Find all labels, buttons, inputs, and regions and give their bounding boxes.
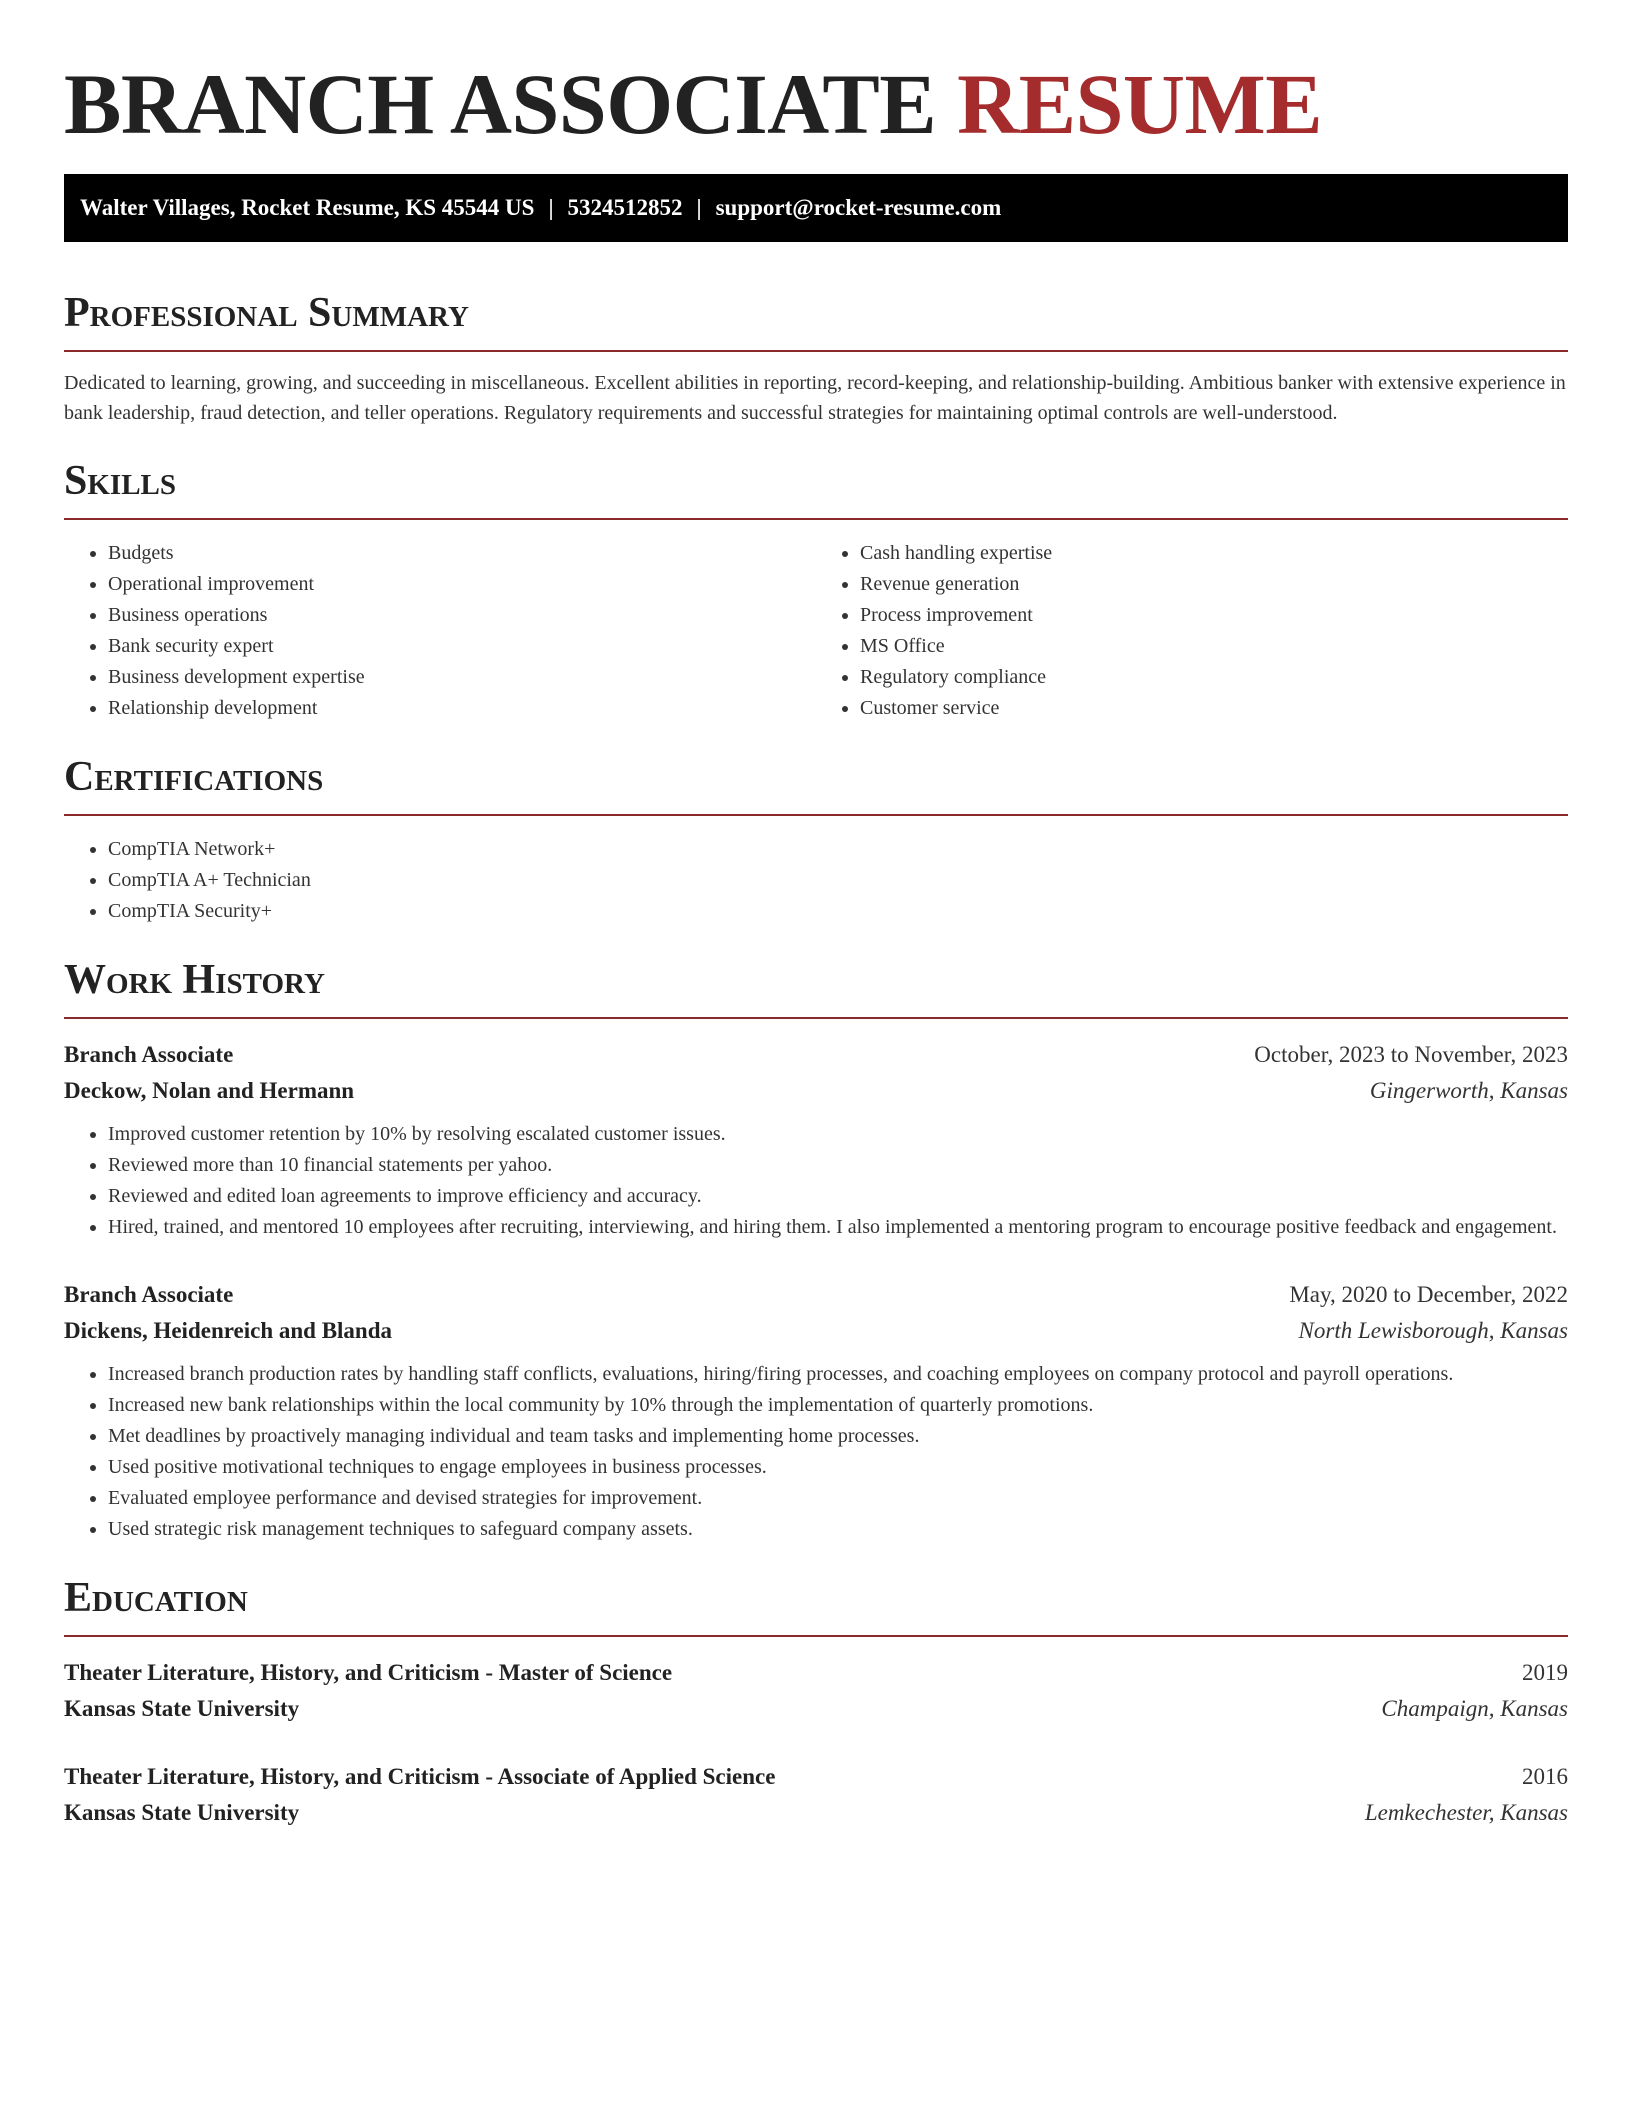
certifications-heading: Certifications bbox=[64, 754, 324, 800]
skill-item: • Business development expertise bbox=[108, 662, 816, 693]
job-title: Branch Associate bbox=[64, 1282, 234, 1307]
job-bullet: • Used positive motivational techniques to engage employees in business processes. bbox=[108, 1452, 1568, 1483]
skills-grid bbox=[64, 520, 1568, 724]
skill-item: • Relationship development bbox=[108, 693, 816, 724]
skill-item: • Bank security expert bbox=[108, 631, 816, 662]
skill-item: • Revenue generation bbox=[860, 569, 1568, 600]
job-bullet: • Met deadlines by proactively managing individual and team tasks and implementing home processes. bbox=[108, 1421, 1568, 1452]
skill-item: • MS Office bbox=[860, 631, 1568, 662]
contact-address: Walter Villages, Rocket Resume, KS 45544 US bbox=[80, 195, 535, 220]
education-year: 2016 bbox=[1522, 1764, 1568, 1789]
job-bullets bbox=[64, 1119, 1568, 1243]
job-company: Deckow, Nolan and Hermann bbox=[64, 1078, 355, 1103]
job-title: Branch Associate bbox=[64, 1042, 234, 1067]
skills-section bbox=[64, 456, 1568, 724]
job-subheader bbox=[64, 1073, 1568, 1109]
section-divider bbox=[64, 350, 1568, 352]
title-main: BRANCH ASSOCIATE bbox=[64, 56, 937, 152]
job-location: North Lewisborough, Kansas bbox=[1298, 1318, 1568, 1343]
job-header bbox=[64, 1037, 1568, 1073]
education-header bbox=[64, 1655, 1568, 1691]
education-subheader bbox=[64, 1691, 1568, 1727]
contact-phone: 5324512852 bbox=[567, 195, 683, 220]
title-accent: RESUME bbox=[957, 56, 1323, 152]
section-divider bbox=[64, 1017, 1568, 1019]
job-dates: May, 2020 to December, 2022 bbox=[1289, 1282, 1568, 1307]
education-location: Champaign, Kansas bbox=[1381, 1696, 1568, 1721]
job-bullet: • Increased branch production rates by handling staff conflicts, evaluations, hiring/firing processes, and coaching employees on company protocol and payroll operations. bbox=[108, 1359, 1568, 1390]
job-subheader bbox=[64, 1313, 1568, 1349]
work-history-heading: Work History bbox=[64, 957, 325, 1003]
education-header bbox=[64, 1759, 1568, 1795]
job-location: Gingerworth, Kansas bbox=[1369, 1078, 1568, 1103]
skills-list-right bbox=[816, 538, 1568, 724]
education-entry bbox=[64, 1759, 1568, 1831]
education-location: Lemkechester, Kansas bbox=[1364, 1800, 1568, 1825]
work-history-section bbox=[64, 955, 1568, 1545]
contact-separator: | bbox=[548, 195, 554, 220]
certifications-section bbox=[64, 752, 1568, 927]
job-bullet: • Reviewed more than 10 financial statements per yahoo. bbox=[108, 1150, 1568, 1181]
contact-bar bbox=[64, 174, 1568, 242]
certification-item: • CompTIA A+ Technician bbox=[108, 865, 1568, 896]
education-school: Kansas State University bbox=[64, 1800, 300, 1825]
education-school: Kansas State University bbox=[64, 1696, 300, 1721]
skills-heading: Skills bbox=[64, 458, 177, 504]
skill-item: • Cash handling expertise bbox=[860, 538, 1568, 569]
skill-item: • Customer service bbox=[860, 693, 1568, 724]
education-subheader bbox=[64, 1795, 1568, 1831]
summary-text: Dedicated to learning, growing, and succeeding in miscellaneous. Excellent abilities in reporting, record-keeping, and relationship-building. Ambitious banker with extensive experience in bank leadership, fraud detection, and teller operations. Regulatory requirements and successful strategies for maintaining optimal controls are well-understood. bbox=[64, 372, 1566, 424]
education-heading: Education bbox=[64, 1575, 248, 1621]
contact-separator: | bbox=[696, 195, 702, 220]
job-header bbox=[64, 1277, 1568, 1313]
summary-heading: Professional Summary bbox=[64, 290, 469, 336]
education-degree: Theater Literature, History, and Criticism - Master of Science bbox=[64, 1660, 673, 1685]
job-dates: October, 2023 to November, 2023 bbox=[1254, 1042, 1568, 1067]
skill-item: • Regulatory compliance bbox=[860, 662, 1568, 693]
skill-item: • Business operations bbox=[108, 600, 816, 631]
section-divider bbox=[64, 1635, 1568, 1637]
job-company: Dickens, Heidenreich and Blanda bbox=[64, 1318, 393, 1343]
resume-title bbox=[64, 56, 1568, 152]
job-bullet: • Increased new bank relationships within the local community by 10% through the implementation of quarterly promotions. bbox=[108, 1390, 1568, 1421]
job-bullets bbox=[64, 1359, 1568, 1545]
certifications-list bbox=[64, 834, 1568, 927]
certification-item: • CompTIA Security+ bbox=[108, 896, 1568, 927]
education-year: 2019 bbox=[1522, 1660, 1568, 1685]
contact-email: support@rocket-resume.com bbox=[715, 195, 1002, 220]
section-divider bbox=[64, 814, 1568, 816]
certification-item: • CompTIA Network+ bbox=[108, 834, 1568, 865]
skill-item: • Budgets bbox=[108, 538, 816, 569]
education-degree: Theater Literature, History, and Criticism - Associate of Applied Science bbox=[64, 1764, 776, 1789]
job-bullet: • Hired, trained, and mentored 10 employees after recruiting, interviewing, and hiring them. I also implemented a mentoring program to encourage positive feedback and engagement. bbox=[108, 1212, 1568, 1243]
job-bullet: • Improved customer retention by 10% by resolving escalated customer issues. bbox=[108, 1119, 1568, 1150]
education-entry bbox=[64, 1655, 1568, 1727]
job-entry bbox=[64, 1037, 1568, 1243]
job-bullet: • Used strategic risk management techniques to safeguard company assets. bbox=[108, 1514, 1568, 1545]
skills-list-left bbox=[64, 538, 816, 724]
summary-section bbox=[64, 288, 1568, 428]
job-entry bbox=[64, 1277, 1568, 1545]
job-bullet: • Evaluated employee performance and devised strategies for improvement. bbox=[108, 1483, 1568, 1514]
education-section bbox=[64, 1573, 1568, 1831]
skill-item: • Operational improvement bbox=[108, 569, 816, 600]
job-bullet: • Reviewed and edited loan agreements to improve efficiency and accuracy. bbox=[108, 1181, 1568, 1212]
skill-item: • Process improvement bbox=[860, 600, 1568, 631]
